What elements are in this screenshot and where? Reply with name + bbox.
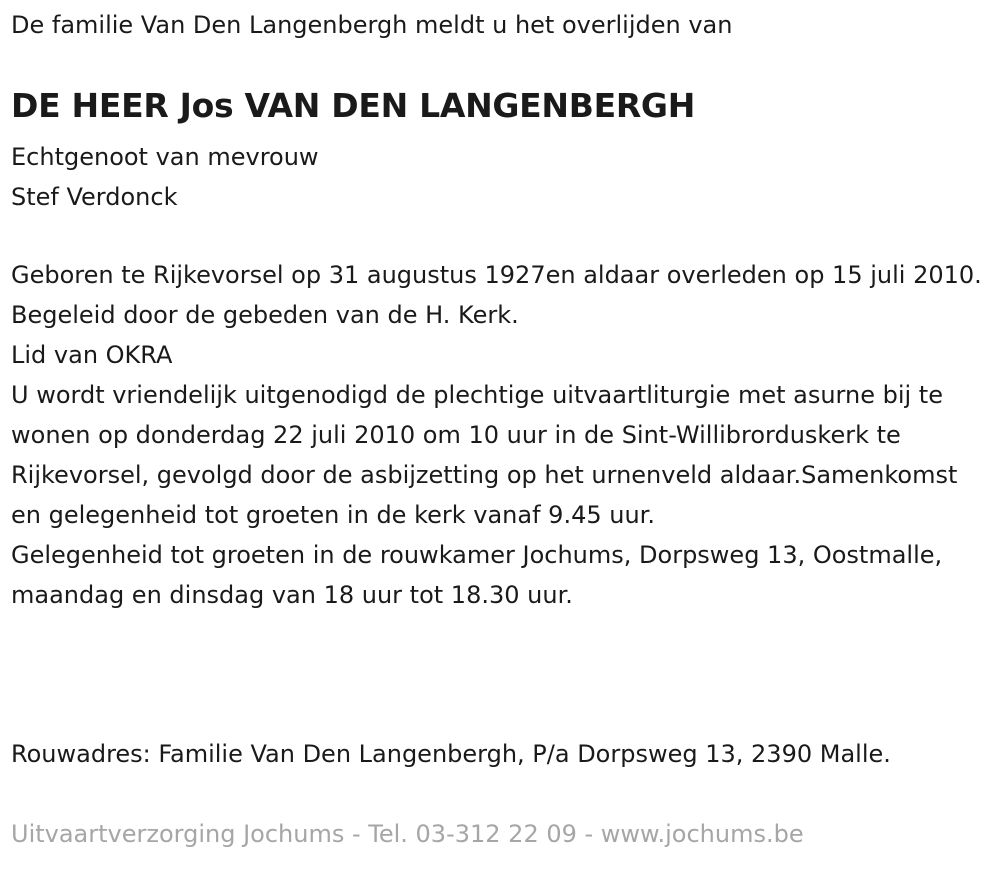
spouse-line-2: Stef Verdonck bbox=[11, 183, 178, 211]
church-paragraph: Begeleid door de gebeden van de H. Kerk. bbox=[11, 301, 519, 329]
notice-body bbox=[11, 255, 986, 615]
intro-line: De familie Van Den Langenbergh meldt u het overlijden van bbox=[11, 11, 733, 39]
viewing-paragraph: Gelegenheid tot groeten in de rouwkamer Jochums, Dorpsweg 13, Oostmalle, maandag en dinsdag van 18 uur tot 18.30 uur. bbox=[11, 541, 943, 609]
mourning-address: Rouwadres: Familie Van Den Langenbergh, P/a Dorpsweg 13, 2390 Malle. bbox=[11, 740, 891, 768]
birth-death-paragraph: Geboren te Rijkevorsel op 31 augustus 1927en aldaar overleden op 15 juli 2010. bbox=[11, 261, 982, 289]
funeral-invitation-paragraph: U wordt vriendelijk uitgenodigd de plechtige uitvaartliturgie met asurne bij te wonen op donderdag 22 juli 2010 om 10 uur in de Sint-Willibrorduskerk te Rijkevorsel, gevolgd door de asbijzetting op het urnenveld aldaar.Samenkomst en gelegenheid tot groeten in de kerk vanaf 9.45 uur. bbox=[11, 381, 958, 529]
spouse-block bbox=[11, 137, 319, 217]
deceased-name: DE HEER Jos VAN DEN LANGENBERGH bbox=[11, 86, 696, 125]
funeral-home-footer: Uitvaartverzorging Jochums - Tel. 03-312 22 09 - www.jochums.be bbox=[11, 820, 804, 848]
membership-paragraph: Lid van OKRA bbox=[11, 341, 173, 369]
spouse-line-1: Echtgenoot van mevrouw bbox=[11, 143, 319, 171]
